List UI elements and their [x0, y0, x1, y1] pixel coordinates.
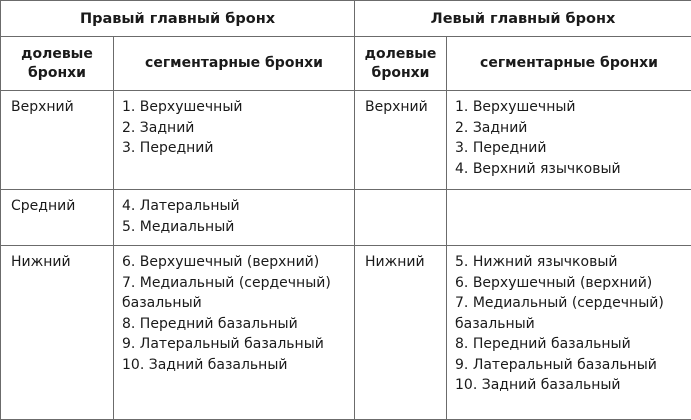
left-upper-lobe-cell: Верхний: [355, 91, 447, 190]
right-lower-lobe-cell: Нижний: [1, 246, 114, 420]
header-row: [1, 1, 691, 37]
lobar-header-line1: долевые: [1, 45, 113, 64]
middle-lobe-row: [1, 190, 691, 246]
right-middle-segments-cell: [114, 190, 355, 246]
segment-item: базальный: [455, 314, 687, 335]
segment-item: 3. Передний: [122, 138, 350, 159]
lobar-header-line1: долевые: [355, 45, 446, 64]
right-lower-segments-cell: [114, 246, 355, 420]
right-main-bronchus-header: Правый главный бронх: [1, 1, 355, 37]
segment-item: 2. Задний: [122, 118, 350, 139]
left-lower-segments-cell: [447, 246, 691, 420]
segment-item: 9. Латеральный базальный: [455, 355, 687, 376]
segment-item: 6. Верхушечный (верхний): [122, 252, 350, 273]
upper-lobe-row: [1, 91, 691, 190]
segment-item: 5. Медиальный: [122, 217, 350, 238]
segment-item: базальный: [122, 293, 350, 314]
right-segmental-bronchi-header: сегментарные бронхи: [114, 37, 355, 91]
left-segmental-bronchi-header: сегментарные бронхи: [447, 37, 691, 91]
right-upper-segments-cell: [114, 91, 355, 190]
segment-item: 4. Латеральный: [122, 196, 350, 217]
left-upper-segments-cell: [447, 91, 691, 190]
left-lobar-bronchi-header: [355, 37, 447, 91]
segment-item: 4. Верхний язычковый: [455, 159, 687, 180]
subheader-row: [1, 37, 691, 91]
right-middle-lobe-cell: Средний: [1, 190, 114, 246]
left-middle-empty-segments-cell: [447, 190, 691, 246]
lower-lobe-row: [1, 246, 691, 420]
lobar-header-line2: бронхи: [355, 64, 446, 83]
lobar-header-line2: бронхи: [1, 64, 113, 83]
segment-item: 1. Верхушечный: [455, 97, 687, 118]
segment-item: 8. Передний базальный: [122, 314, 350, 335]
segment-item: 7. Медиальный (сердечный): [122, 273, 350, 294]
segment-item: 1. Верхушечный: [122, 97, 350, 118]
right-upper-lobe-cell: Верхний: [1, 91, 114, 190]
segment-item: 9. Латеральный базальный: [122, 334, 350, 355]
segment-item: 6. Верхушечный (верхний): [455, 273, 687, 294]
segment-item: 2. Задний: [455, 118, 687, 139]
right-lobar-bronchi-header: [1, 37, 114, 91]
left-main-bronchus-header: Левый главный бронх: [355, 1, 691, 37]
left-middle-empty-cell: [355, 190, 447, 246]
segment-item: 8. Передний базальный: [455, 334, 687, 355]
segment-item: 5. Нижний язычковый: [455, 252, 687, 273]
segment-item: 7. Медиальный (сердечный): [455, 293, 687, 314]
segment-item: 3. Передний: [455, 138, 687, 159]
left-lower-lobe-cell: Нижний: [355, 246, 447, 420]
segment-item: 10. Задний базальный: [122, 355, 350, 376]
segment-item: 10. Задний базальный: [455, 375, 687, 396]
